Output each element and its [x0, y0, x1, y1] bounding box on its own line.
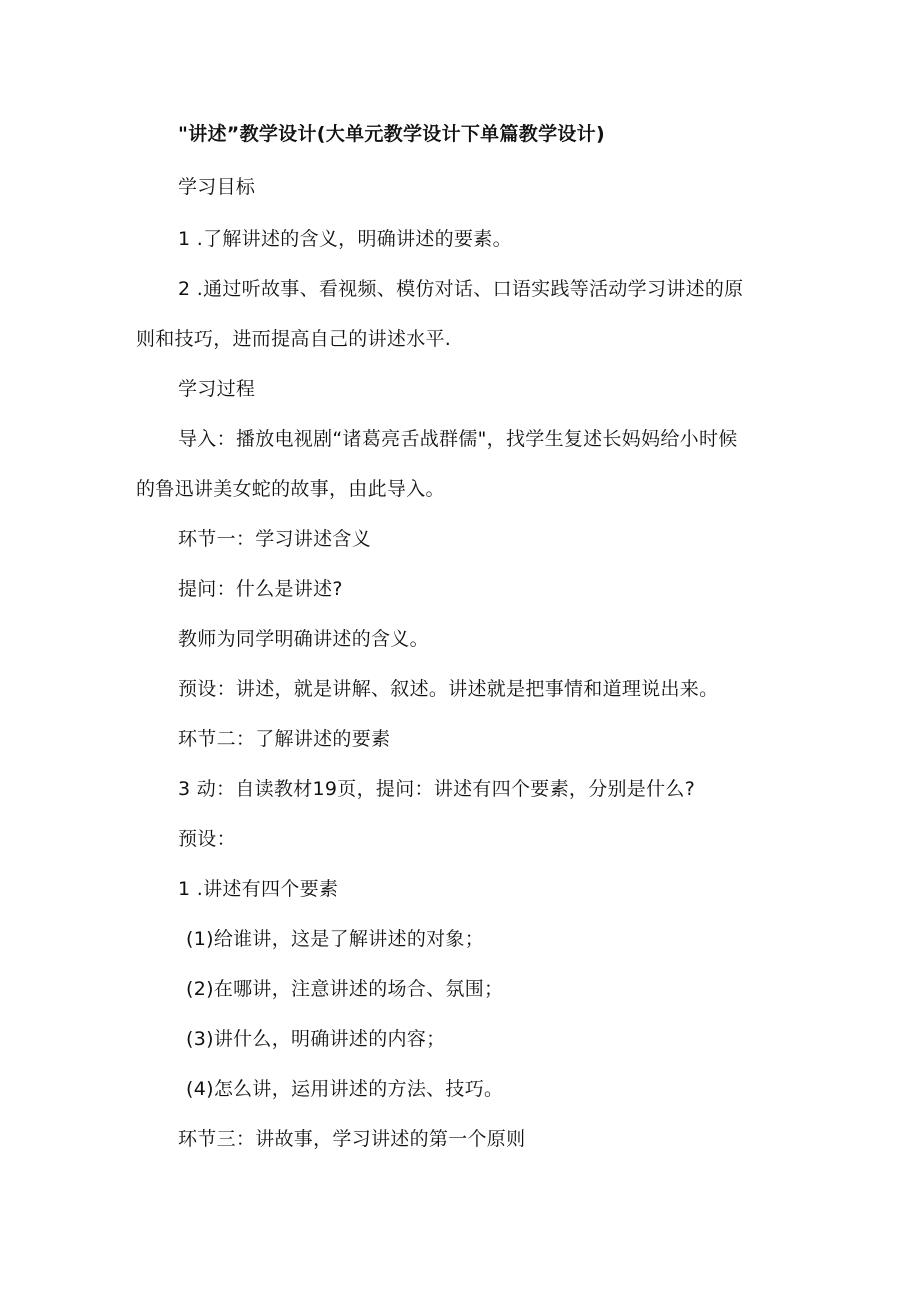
element-item-2: (2)在哪讲，注意讲述的场合、氛围；: [186, 978, 504, 1000]
step-1-heading: 环节一：学习讲述含义: [178, 528, 372, 550]
step-2-preset: 预设：: [178, 828, 236, 850]
paragraph-goal-2-continued: 则和技巧，进而提高自己的讲述水平.: [136, 328, 452, 350]
section-heading-process: 学习过程: [178, 378, 256, 400]
section-heading-goals: 学习目标: [178, 176, 256, 198]
step-1-preset: 预设：讲述，就是讲解、叙述。讲述就是把事情和道理说出来。: [178, 678, 719, 700]
element-item-4: (4)怎么讲，运用讲述的方法、技巧。: [186, 1078, 504, 1100]
paragraph-intro: 导入：播放电视剧“诸葛亮舌战群儒"，找学生复述长妈妈给小时候: [178, 428, 738, 450]
elements-heading: 1 .讲述有四个要素: [178, 878, 339, 900]
paragraph-goal-2: 2 .通过听故事、看视频、模仿对话、口语实践等活动学习讲述的原: [178, 278, 744, 300]
step-1-teacher: 教师为同学明确讲述的含义。: [178, 628, 429, 650]
element-item-1: (1)给谁讲，这是了解讲述的对象；: [186, 928, 485, 950]
step-3-heading: 环节三：讲故事，学习讲述的第一个原则: [178, 1128, 526, 1150]
element-item-3: (3)讲什么，明确讲述的内容；: [186, 1028, 446, 1050]
paragraph-goal-1: 1 .了解讲述的含义，明确讲述的要素。: [178, 228, 512, 250]
step-2-activity: 3 动：自读教材19页，提问：讲述有四个要素，分别是什么?: [178, 778, 696, 800]
step-1-question: 提问：什么是讲述?: [178, 578, 343, 600]
document-title: "讲述”教学设计(大单元教学设计下单篇教学设计): [178, 123, 605, 145]
step-2-heading: 环节二：了解讲述的要素: [178, 728, 391, 750]
paragraph-intro-continued: 的鲁迅讲美女蛇的故事，由此导入。: [136, 478, 445, 500]
